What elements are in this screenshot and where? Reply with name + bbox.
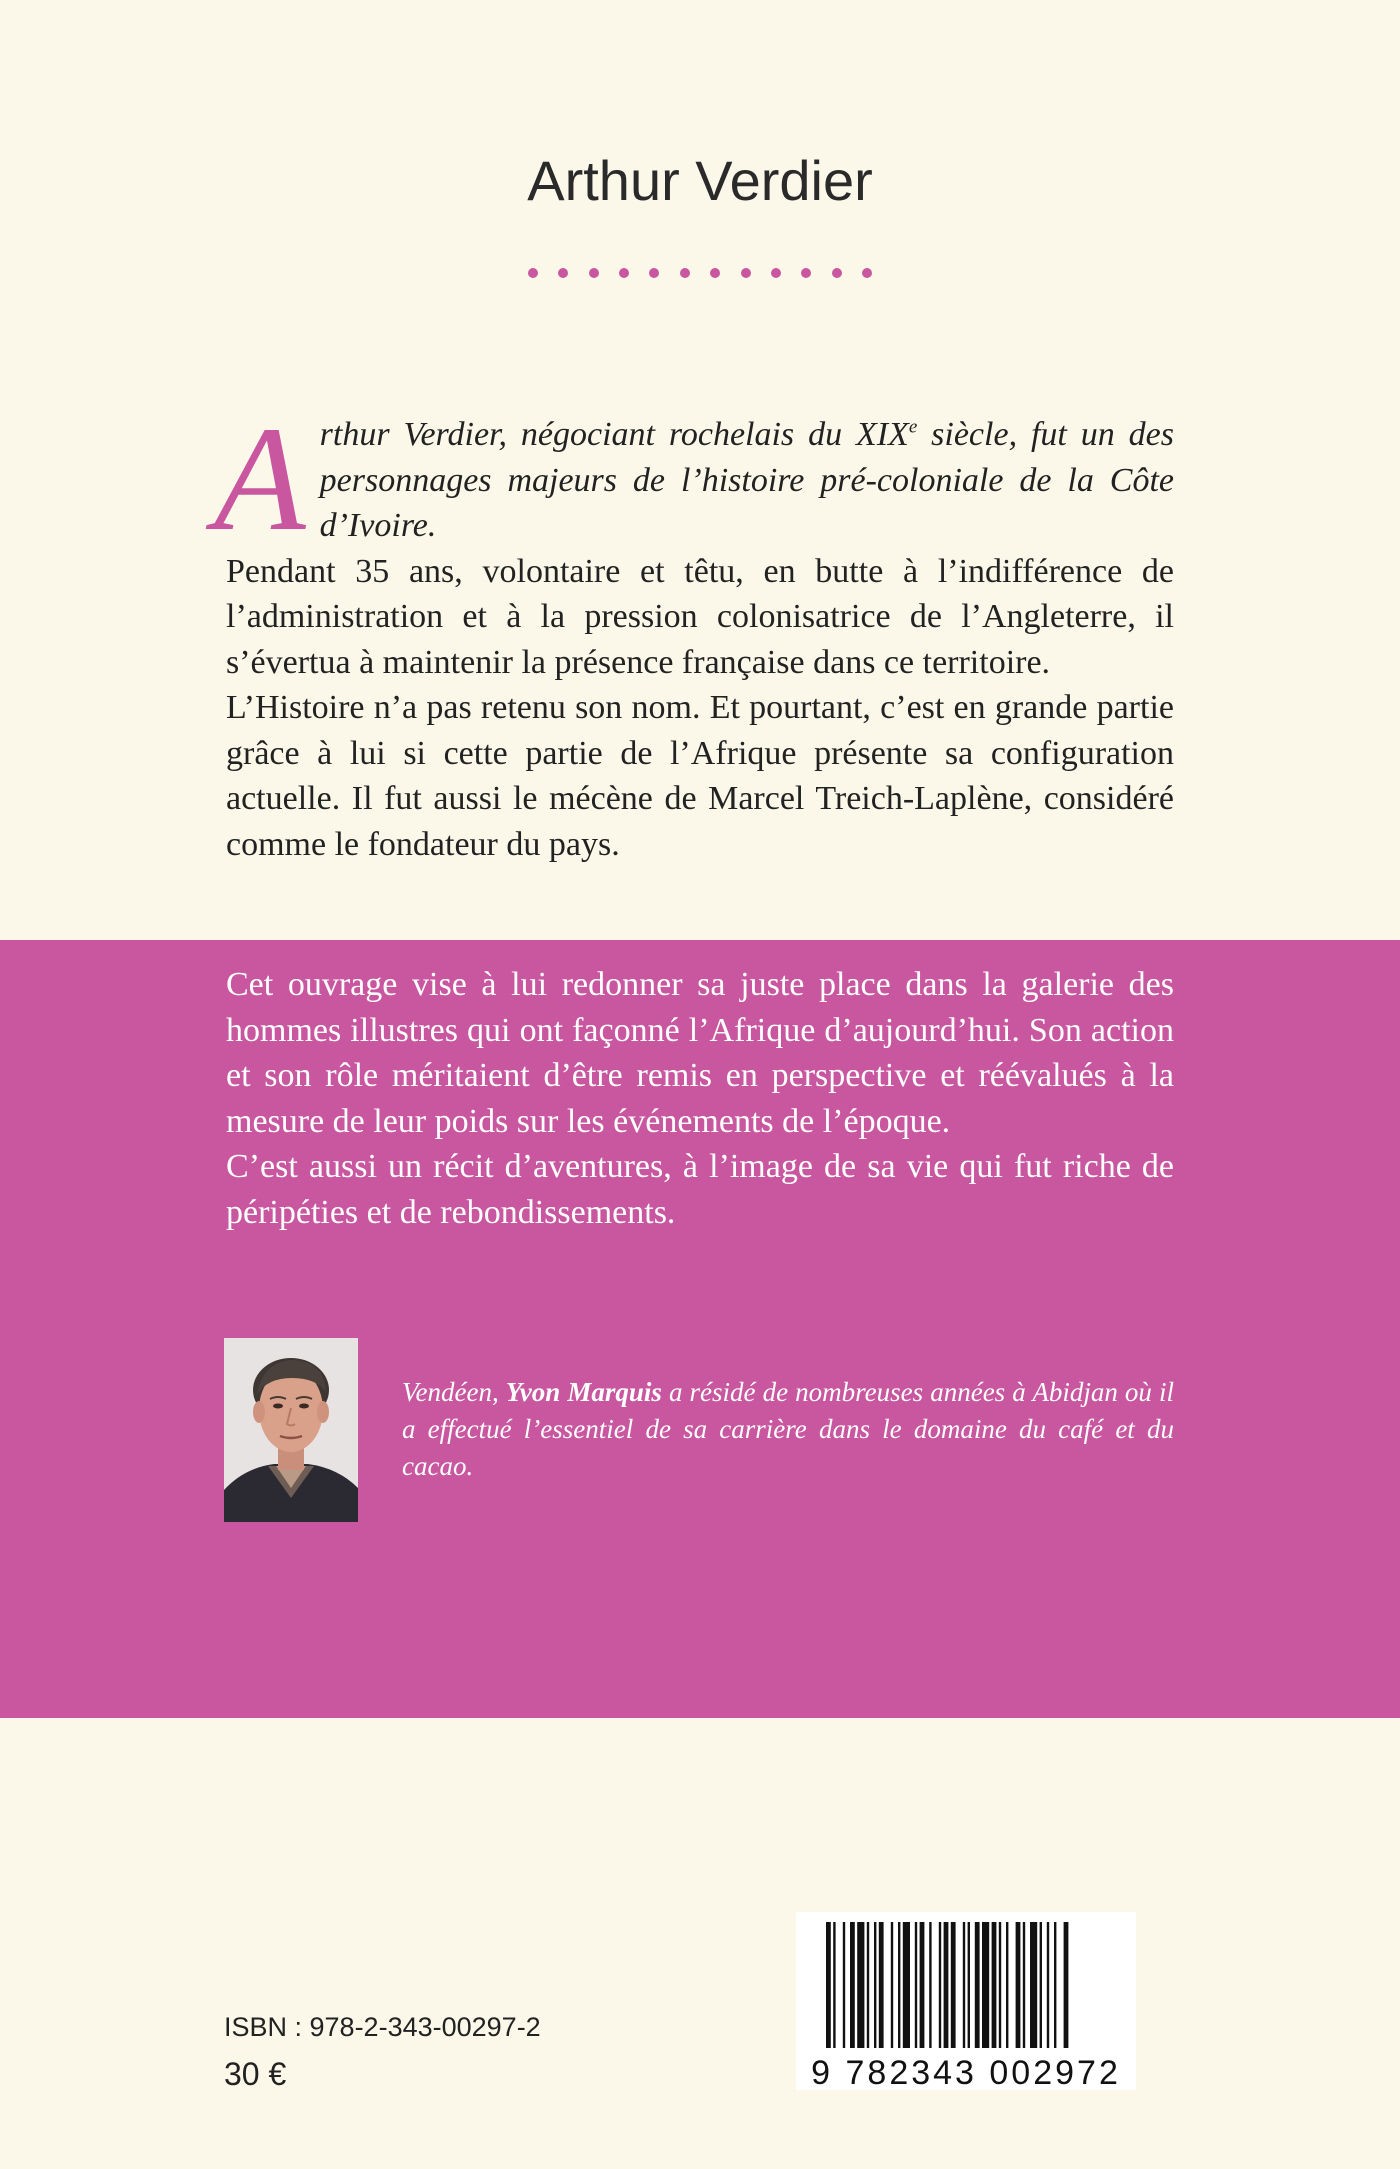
- barcode-bar: [975, 1922, 980, 2048]
- barcode-bar: [963, 1922, 965, 2048]
- ornament-dot: [680, 268, 690, 278]
- title-ornament: [528, 268, 872, 280]
- barcode-bar: [898, 1922, 900, 2048]
- ornament-dot: [649, 268, 659, 278]
- ornament-dot: [558, 268, 568, 278]
- barcode-bar: [874, 1922, 876, 2048]
- barcode-bar: [929, 1922, 931, 2048]
- summary-text: [226, 962, 1174, 1235]
- barcode-bar: [1047, 1922, 1049, 2048]
- barcode-bar: [999, 1922, 1001, 2048]
- author-bio-text: a résidé de nombreuses années à Abidjan où il a effectué l’essentiel de sa carrière dans le domaine du café et du cacao.: [402, 1377, 1174, 1481]
- author-photo: [224, 1338, 358, 1522]
- barcode-digits: 9 782343 002972: [811, 2054, 1121, 2092]
- ornament-dot: [528, 268, 538, 278]
- barcode-bar: [1016, 1922, 1021, 2048]
- ornament-dot: [862, 268, 872, 278]
- barcode-bar: [1023, 1922, 1025, 2048]
- summary-paragraph-2: C’est aussi un récit d’aventures, à l’image de sa vie qui fut riche de péripéties et de rebondissements.: [226, 1148, 1174, 1231]
- book-title: Arthur Verdier: [527, 149, 873, 212]
- barcode-bar: [867, 1922, 869, 2048]
- author-bio-prefix: Vendéen,: [402, 1377, 506, 1407]
- intro-text: [214, 396, 1174, 867]
- barcode-bar: [951, 1922, 956, 2048]
- ornament-dot: [832, 268, 842, 278]
- barcode-bar: [992, 1922, 997, 2048]
- barcode-bar: [920, 1922, 925, 2048]
- barcode-bar: [857, 1922, 864, 2048]
- ornament-dot: [710, 268, 720, 278]
- author-bio: [402, 1374, 1174, 1485]
- barcode-bar: [891, 1922, 893, 2048]
- century-superscript: e: [908, 416, 918, 438]
- author-name: Yvon Marquis: [505, 1377, 662, 1407]
- ornament-dot: [771, 268, 781, 278]
- ornament-dot: [619, 268, 629, 278]
- summary-paragraph-1: Cet ouvrage vise à lui redonner sa juste place dans la galerie des hommes illustres qui ont façonné l’Afrique d’aujourd’hui. Son action et son rôle méritaient d’être remis en perspective et réévalués à la mesure de leur poids sur les événements de l’époque.: [226, 966, 1174, 1140]
- drop-cap: A: [214, 396, 306, 562]
- barcode-bar: [879, 1922, 884, 2048]
- isbn-label: ISBN : 978-2-343-00297-2: [224, 2012, 541, 2042]
- barcode-bar: [939, 1922, 941, 2048]
- barcode-bar: [850, 1922, 855, 2048]
- barcode: [796, 1912, 1136, 2090]
- barcode-bar: [968, 1922, 970, 2048]
- barcode-bar: [1006, 1922, 1008, 2048]
- barcode-bar: [982, 1922, 989, 2048]
- barcode-bar: [833, 1922, 835, 2048]
- barcode-bar: [944, 1922, 949, 2048]
- intro-italic-lead: [320, 416, 1174, 544]
- barcode-bar: [843, 1922, 845, 2048]
- intro-paragraph-1: [214, 396, 1174, 562]
- price-label: 30 €: [224, 2056, 287, 2092]
- intro-paragraph-2: Pendant 35 ans, volontaire et têtu, en butte à l’indifférence de l’administration et à la pression colonisatrice de l’Angleterre, il s’évertua à maintenir la présence française dans ce territoire.: [226, 552, 1174, 681]
- barcode-bar: [1054, 1922, 1056, 2048]
- ornament-dot: [801, 268, 811, 278]
- intro-italic-rest: siècle, fut un des personnages majeurs de l’histoire pré-coloniale de la Côte d’Ivoire.: [319, 416, 1174, 544]
- ornament-dot: [741, 268, 751, 278]
- intro-italic-lead-text: rthur Verdier, négociant rochelais du XIX: [319, 416, 909, 453]
- barcode-bar: [915, 1922, 917, 2048]
- barcode-bar: [1030, 1922, 1037, 2048]
- author-portrait-icon: [224, 1338, 358, 1522]
- barcode-bar: [1040, 1922, 1042, 2048]
- ornament-dot: [589, 268, 599, 278]
- barcode-bar: [903, 1922, 910, 2048]
- barcode-bar: [1064, 1922, 1069, 2048]
- intro-paragraph-3: L’Histoire n’a pas retenu son nom. Et pourtant, c’est en grande partie grâce à lui si cette partie de l’Afrique présente sa configuration actuelle. Il fut aussi le mécène de Marcel Treich-Laplène, considéré comme le fondateur du pays.: [226, 689, 1174, 863]
- barcode-bar: [826, 1922, 831, 2048]
